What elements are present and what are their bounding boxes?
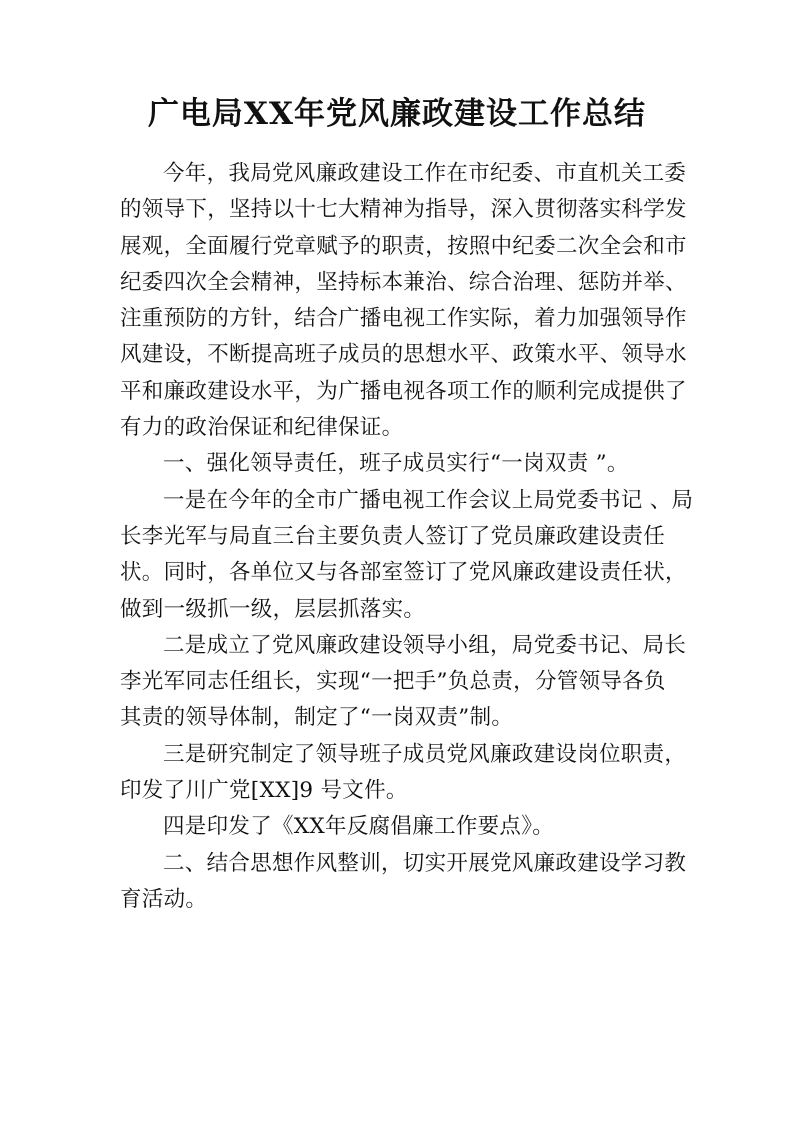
text-line: 做到一级抓一级，层层抓落实。 <box>120 596 426 622</box>
text-line: 状。同时，各单位又与各部室签订了党风廉政建设责任状， <box>120 560 687 586</box>
text-line: 一、强化领导责任，班子成员实行“一岗双责 ”。 <box>163 451 629 477</box>
text-line: 今年，我局党风廉政建设工作在市纪委、市直机关工委 <box>163 161 687 186</box>
document-body <box>120 156 694 918</box>
text-line: 风建设，不断提高班子成员的思想水平、政策水平、领导水 <box>120 342 687 368</box>
text-line: 三是研究制定了领导班子成员党风廉政建设岗位职责， <box>163 741 687 767</box>
text-line: 李光军同志任组长，实现“一把手”负总责，分管领导各负 <box>120 669 666 695</box>
text-line: 其责的领导体制，制定了“一岗双责”制。 <box>120 705 514 731</box>
text-line: 的领导下，坚持以十七大精神为指导，深入贯彻落实科学发 <box>120 197 687 223</box>
document-title: 广电局XX年党风廉政建设工作总结 <box>147 96 647 132</box>
text-line: 注重预防的方针，结合广播电视工作实际，着力加强领导作 <box>120 306 687 332</box>
text-line: 平和廉政建设水平，为广播电视各项工作的顺利完成提供了 <box>120 378 687 404</box>
text-line: 一是在今年的全市广播电视工作会议上局党委书记 、局 <box>163 487 694 513</box>
text-line: 展观，全面履行党章赋予的职责，按照中纪委二次全会和市 <box>120 233 687 259</box>
text-line: 二是成立了党风廉政建设领导小组，局党委书记、局长 <box>163 632 687 658</box>
text-line: 四是印发了《XX年反腐倡廉工作要点》。 <box>163 814 555 840</box>
text-line: 二、结合思想作风整训，切实开展党风廉政建设学习教 <box>163 850 687 876</box>
text-line: 纪委四次全会精神，坚持标本兼治、综合治理、惩防并举、 <box>120 269 687 295</box>
text-line: 长李光军与局直三台主要负责人签订了党员廉政建设责任 <box>120 523 666 549</box>
text-line: 印发了川广党[XX]9 号文件。 <box>120 778 408 804</box>
text-line: 育活动。 <box>120 886 208 912</box>
text-line: 有力的政治保证和纪律保证。 <box>120 415 404 441</box>
